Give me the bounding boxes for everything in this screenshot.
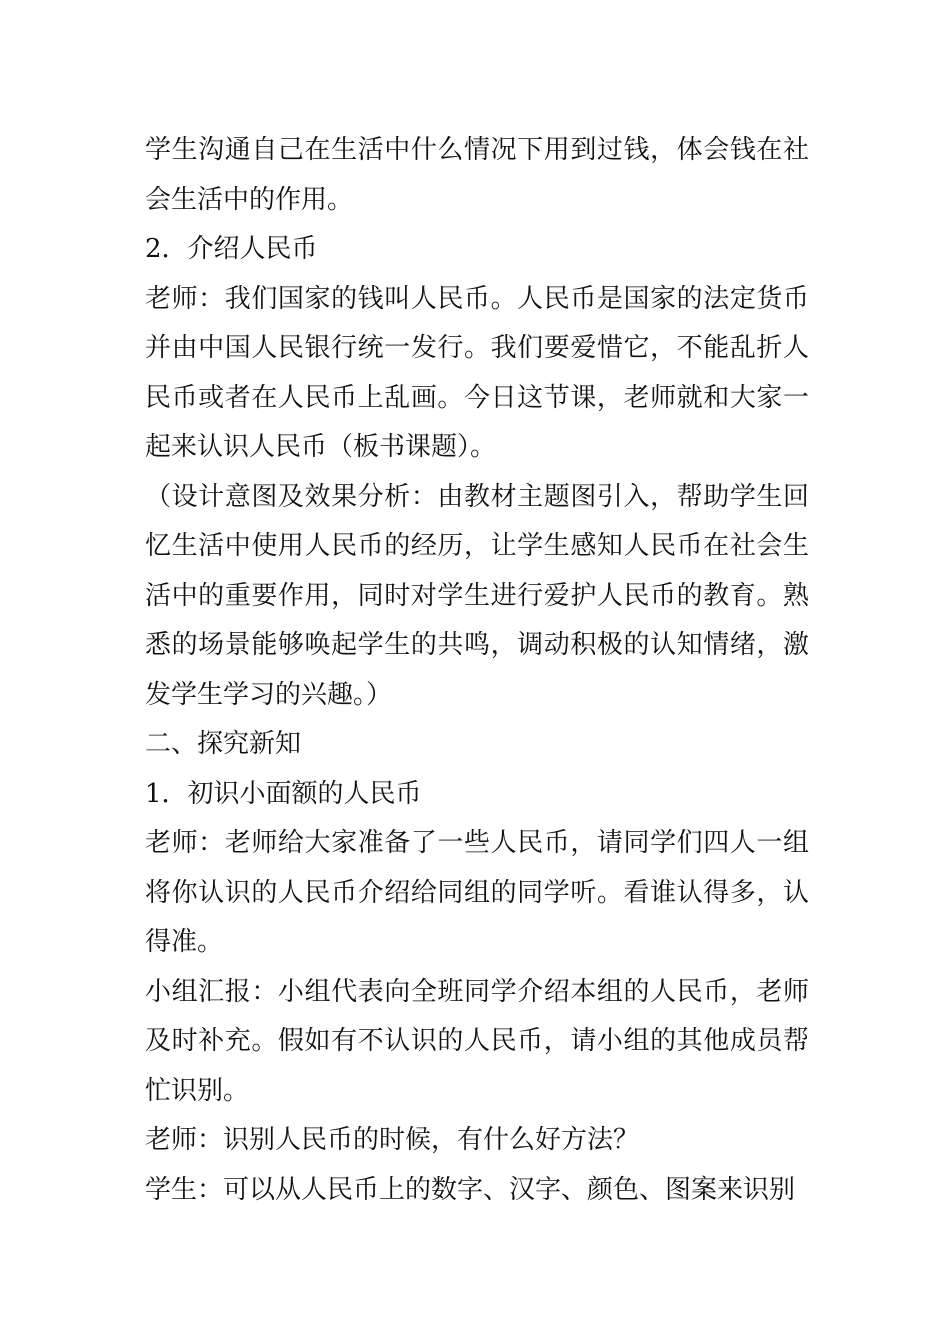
- paragraph-student-answer: 学生：可以从人民币上的数字、汉字、颜色、图案来识别: [145, 1174, 796, 1205]
- heading-introduce-rmb: 2．介绍人民币: [145, 234, 318, 264]
- heading-small-denominations: 1．初识小面额的人民币: [145, 778, 422, 809]
- section-heading-explore: 二、探究新知: [145, 729, 302, 759]
- paragraph-teacher-group-task: 老师：老师给大家准备了一些人民币，请同学们四人一组将你认识的人民币介绍给同组的同学听。看谁认得多，认得准。: [145, 828, 809, 957]
- paragraph-teacher-question: 老师：识别人民币的时候，有什么好方法？: [145, 1125, 640, 1155]
- paragraph-teacher-explanation: 老师：我们国家的钱叫人民币。人民币是国家的法定货币并由中国人民银行统一发行。我们要爱惜它，不能乱折人民币或者在人民币上乱画。今日这节课，老师就和大家一起来认识人民币（板书课题）。: [145, 283, 809, 462]
- paragraph-intro: 学生沟通自己在生活中什么情况下用到过钱，体会钱在社会生活中的作用。: [145, 135, 809, 215]
- paragraph-group-report: 小组汇报：小组代表向全班同学介绍本组的人民币，老师及时补充。假如有不认识的人民币，请小组的其他成员帮忙识别。: [145, 976, 809, 1106]
- paragraph-design-intent: （设计意图及效果分析：由教材主题图引入，帮助学生回忆生活中使用人民币的经历，让学生感知人民币在社会生活中的重要作用，同时对学生进行爱护人民币的教育。熟悉的场景能够唤起学生的共鸣，调动积极的认知情绪，激发学生学习的兴趣。）: [145, 481, 809, 710]
- document-body: [145, 126, 809, 1215]
